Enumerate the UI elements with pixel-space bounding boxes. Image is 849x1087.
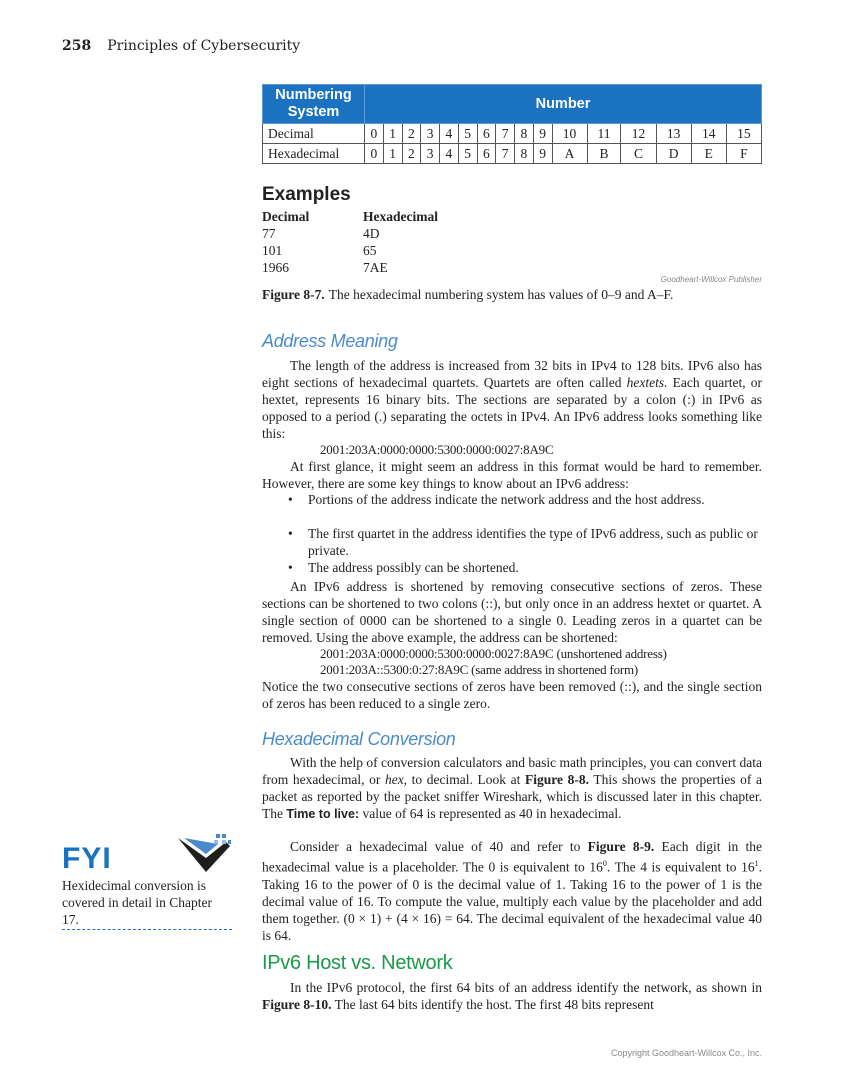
example-decimal: 77	[262, 226, 276, 241]
page-number: 258	[62, 38, 92, 54]
term-hex: hex,	[384, 772, 408, 787]
table-cell: 9	[533, 144, 552, 164]
header-numbering-system: Numbering System	[263, 85, 365, 124]
row-label: Hexadecimal	[263, 144, 365, 164]
example-hex: 65	[363, 243, 377, 258]
table-cell: A	[552, 144, 587, 164]
table-cell: E	[691, 144, 726, 164]
numbering-system-table	[262, 84, 762, 164]
table-cell: F	[726, 144, 761, 164]
table-cell: C	[621, 144, 656, 164]
table-cell: 13	[656, 124, 691, 144]
shield-icon	[176, 832, 232, 880]
example-row	[262, 260, 388, 276]
address-unshortened: 2001:203A:0000:0000:5300:0000:0027:8A9C (unshortened address)	[320, 646, 667, 661]
copyright: Copyright Goodheart-Willcox Co., Inc.	[610, 1048, 762, 1058]
paragraph: With the help of conversion calculators and basic math principles, you can convert data from hexadecimal, or hex, to decimal. Look at Figure 8-8. This shows the properties of a packet as reported by the packet sniffer Wireshark, which is discussed later in this chapter. The Time to live: value of 64 is represented as 40 in hexadecimal.	[262, 755, 762, 821]
table-cell: 9	[533, 124, 552, 144]
example-hex: 7AE	[363, 260, 388, 275]
table-cell: B	[587, 144, 621, 164]
examples-header	[262, 209, 438, 225]
paragraph: At first glance, it might seem an address in this format would be hard to remember. However, there are some key things to know about an IPv6 address:	[262, 459, 762, 491]
figure-ref: Figure 8-10.	[262, 997, 332, 1012]
table-cell: D	[656, 144, 691, 164]
table-row	[263, 144, 762, 164]
table-cell: 8	[515, 144, 534, 164]
table-cell: 2	[402, 124, 421, 144]
examples-col-hex: Hexadecimal	[363, 209, 438, 224]
table-cell: 14	[691, 124, 726, 144]
figure-caption-text: The hexadecimal numbering system has values of 0–9 and A–F.	[328, 287, 674, 302]
example-hex: 4D	[363, 226, 380, 241]
table-cell: 2	[402, 144, 421, 164]
paragraph: In the IPv6 protocol, the first 64 bits of an address identify the network, as shown in Figure 8-10. The last 64 bits identify the host. The first 48 bits represent	[262, 980, 762, 1012]
example-decimal: 1966	[262, 260, 289, 275]
address-shortened: 2001:203A::5300:0:27:8A9C (same address in shortened form)	[320, 662, 639, 677]
table-cell: 8	[515, 124, 534, 144]
table-cell: 1	[383, 124, 402, 144]
term-hextets: hextets.	[626, 375, 668, 390]
table-cell: 6	[477, 124, 496, 144]
paragraph: Consider a hexadecimal value of 40 and refer to Figure 8-9. Each digit in the hexadecimal value is a placeholder. The 0 is equivalent to $16^0$. The 4 is equivalent to $16^1$. Taking 16 to the power of 0 is the decimal value of 1. Taking 16 to the power of 1 is the decimal value of 16. To compute the value, multiply each value by the placeholder and add them together. (0 × 1) + (4 × 16) = 64. The decimal equivalent of the hexadecimal value 40 is 64.	[262, 839, 762, 943]
book-title: Principles of Cybersecurity	[107, 38, 301, 54]
table-cell: 3	[421, 124, 440, 144]
examples-title: Examples	[262, 184, 351, 205]
figure-caption	[262, 287, 673, 303]
table-cell: 12	[621, 124, 656, 144]
fyi-label: FYI	[62, 842, 112, 875]
table-cell: 4	[440, 144, 459, 164]
table-cell: 1	[383, 144, 402, 164]
paragraph: An IPv6 address is shortened by removing consecutive sections of zeros. These sections can be shortened to two colons (::), but only once in an address hextet or quartet. A single section of 0000 can be shortened to a single 0. Leading zeros in a quartet can be removed. Using the above example, the address can be shortened:	[262, 579, 762, 645]
fyi-divider	[62, 929, 232, 930]
heading-address-meaning: Address Meaning	[262, 331, 398, 351]
field-time-to-live: Time to live:	[286, 807, 360, 821]
table-cell: 15	[726, 124, 761, 144]
fyi-note: Hexidecimal conversion is covered in detail in Chapter 17.	[62, 878, 212, 927]
examples-col-decimal: Decimal	[262, 209, 310, 224]
table-cell: 6	[477, 144, 496, 164]
example-row	[262, 226, 380, 242]
figure-ref: Figure 8-8.	[525, 772, 590, 787]
table-header-row	[263, 85, 762, 124]
table-cell: 11	[587, 124, 621, 144]
ipv6-address-example: 2001:203A:0000:0000:5300:0000:0027:8A9C	[320, 442, 554, 457]
table-cell: 5	[458, 124, 477, 144]
table-cell: 0	[365, 144, 384, 164]
paragraph: Notice the two consecutive sections of zeros have been removed (::), and the single section of zeros has been reduced to a single zero.	[262, 679, 762, 711]
table-cell: 0	[365, 124, 384, 144]
paragraph: The length of the address is increased from 32 bits in IPv4 to 128 bits. IPv6 also has eight sections of hexadecimal quartets. Quartets are often called hextets. Each quartet, or hextet, represents 16 binary bits. The sections are separated by a colon (:) in IPv6 as opposed to a period (.) separating the octets in IPv4. An IPv6 address looks something like this:	[262, 358, 762, 441]
table-cell: 7	[496, 144, 515, 164]
heading-hexadecimal-conversion: Hexadecimal Conversion	[262, 729, 456, 749]
table-cell: 4	[440, 124, 459, 144]
table-cell: 10	[552, 124, 587, 144]
example-decimal: 101	[262, 243, 283, 258]
table-cell: 3	[421, 144, 440, 164]
figure-label: Figure 8-7.	[262, 287, 325, 302]
row-label: Decimal	[263, 124, 365, 144]
header-number: Number	[365, 85, 762, 124]
running-head	[62, 38, 300, 54]
table-cell: 7	[496, 124, 515, 144]
figure-ref: Figure 8-9.	[587, 839, 655, 854]
heading-ipv6-host-network: IPv6 Host vs. Network	[262, 952, 453, 974]
table-cell: 5	[458, 144, 477, 164]
example-row	[262, 243, 377, 259]
table-row	[263, 124, 762, 144]
figure-credit: Goodheart-Willcox Publisher	[660, 275, 762, 284]
